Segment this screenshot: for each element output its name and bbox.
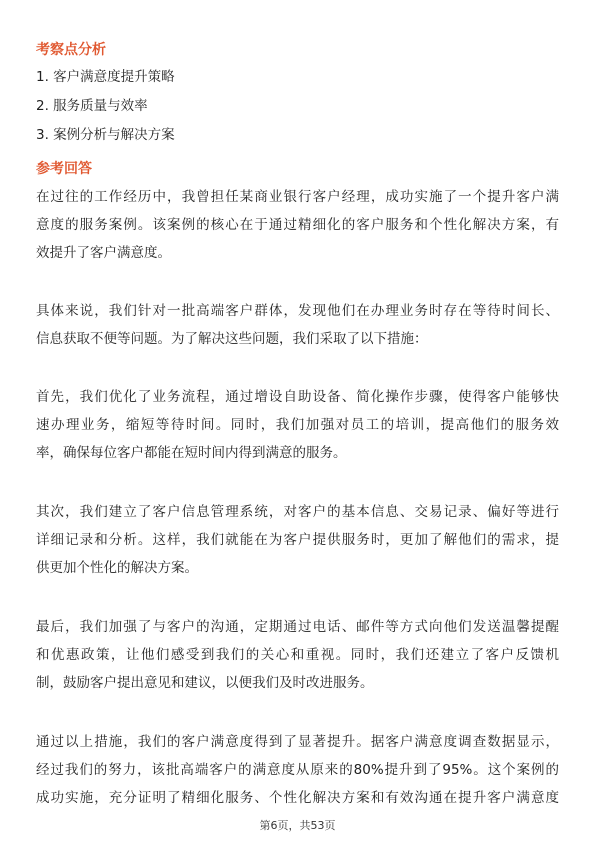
text-line: 最后，我们加强了与客户的沟通，定期通过电话、邮件等方式向他们发送温馨提醒 [36, 619, 559, 635]
text-line: 成功实施，充分证明了精细化服务、个性化解决方案和有效沟通在提升客户满意度 [36, 790, 559, 806]
text-line: 和优惠政策，让他们感受到我们的关心和重视。同时，我们还建立了客户反馈机 [36, 647, 559, 663]
text-line: 供更加个性化的解决方案。 [36, 560, 198, 576]
text-line: 在过往的工作经历中，我曾担任某商业银行客户经理，成功实施了一个提升客户满 [36, 189, 559, 205]
answer-heading: 参考回答 [36, 161, 92, 177]
page-number: 第6页，共53页 [259, 819, 336, 832]
text-line: 详细记录和分析。这样，我们就能在为客户提供服务时，更加了解他们的需求，提 [36, 532, 559, 548]
cropped-previous-line [36, 0, 396, 8]
text-line: 通过以上措施，我们的客户满意度得到了显著提升。据客户满意度调查数据显示， [36, 734, 559, 750]
paragraph-intro [36, 183, 559, 267]
text-line: 信息获取不便等问题。为了解决这些问题，我们采取了以下措施： [36, 331, 428, 347]
text-line: 速办理业务，缩短等待时间。同时，我们加强对员工的培训，提高他们的服务效 [36, 417, 559, 433]
analysis-item-2: 2. 服务质量与效率 [36, 98, 148, 114]
text-line: 率，确保每位客户都能在短时间内得到满意的服务。 [36, 445, 347, 461]
paragraph-third-measure [36, 613, 559, 697]
paragraph-second-measure [36, 498, 559, 582]
analysis-heading: 考察点分析 [36, 42, 106, 58]
text-line: 效提升了客户满意度。 [36, 245, 171, 261]
analysis-item-3: 3. 案例分析与解决方案 [36, 127, 175, 143]
text-line: 制，鼓励客户提出意见和建议，以便我们及时改进服务。 [36, 675, 374, 691]
text-line: 首先，我们优化了业务流程，通过增设自助设备、简化操作步骤，使得客户能够快 [36, 389, 559, 405]
text-line: 经过我们的努力，该批高端客户的满意度从原来的80%提升到了95%。这个案例的 [36, 762, 559, 778]
text-line: 具体来说，我们针对一批高端客户群体，发现他们在办理业务时存在等待时间长、 [36, 303, 559, 319]
paragraph-result [36, 728, 559, 812]
paragraph-first-measure [36, 383, 559, 467]
analysis-item-1: 1. 客户满意度提升策略 [36, 69, 175, 85]
paragraph-problem [36, 297, 559, 353]
text-line: 其次，我们建立了客户信息管理系统，对客户的基本信息、交易记录、偏好等进行 [36, 504, 559, 520]
text-line: 意度的服务案例。该案例的核心在于通过精细化的客户服务和个性化解决方案，有 [36, 217, 559, 233]
